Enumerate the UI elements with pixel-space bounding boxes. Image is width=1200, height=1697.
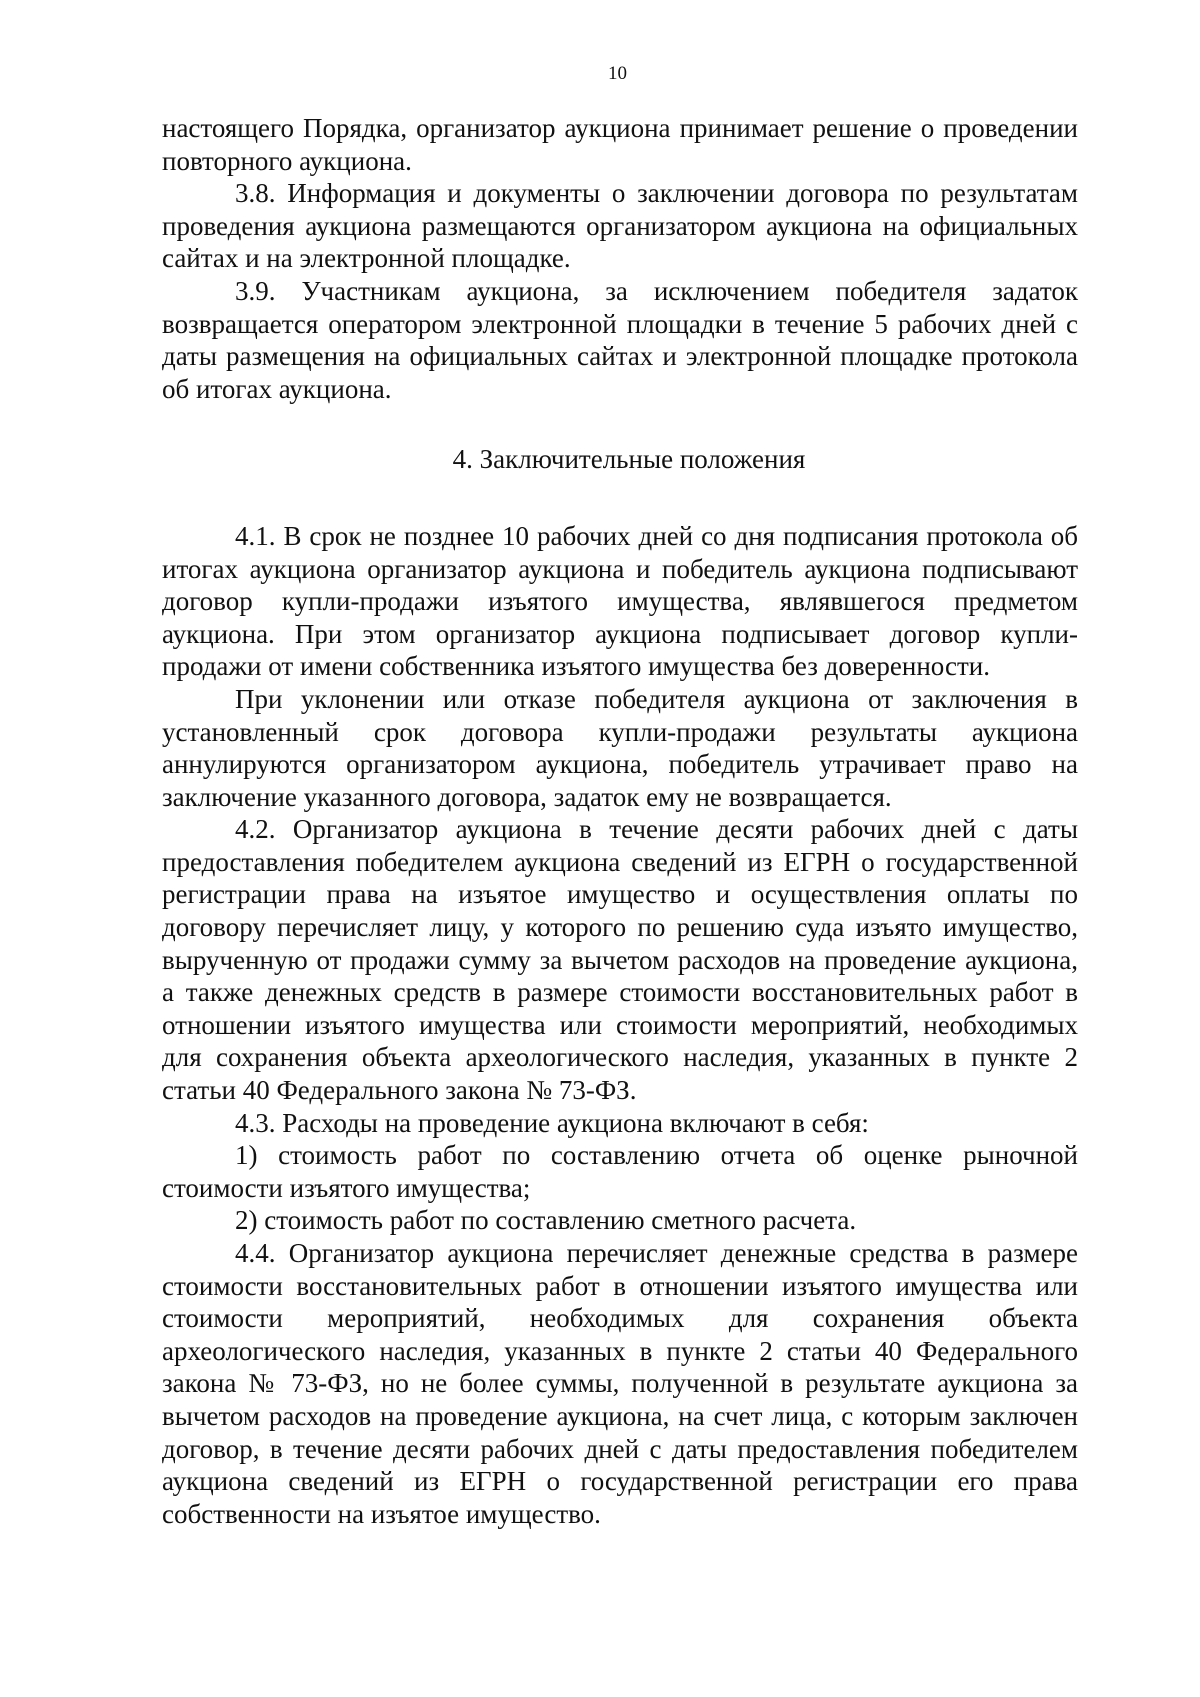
paragraph-4-1-refusal: При уклонении или отказе победителя аукциона от заключения в установленный срок договора купли-продажи результаты аукциона аннулируются организатором аукциона, победитель утрачивает право на заключение указанного договора, задаток ему не возвращается. [162, 683, 1078, 812]
list-item-2: 2) стоимость работ по составлению сметного расчета. [235, 1205, 857, 1236]
paragraph-3-8: 3.8. Информация и документы о заключении договора по результатам проведения аукциона размещаются организатором аукциона на официальных сайтах и на электронной площадке. [162, 178, 1078, 274]
paragraph-3-9: 3.9. Участникам аукциона, за исключением победителя задаток возвращается оператором электронной площадки в течение 5 рабочих дней с даты размещения на официальных сайтах и электронной площадке протокола об итогах аукциона. [162, 275, 1078, 404]
paragraph-4-2: 4.2. Организатор аукциона в течение десяти рабочих дней с даты предоставления победителем аукциона сведений из ЕГРН о государственной регистрации права на изъятое имущество и осуществления оплаты по договору перечисляет лицу, у которого по решению суда изъято имущество, вырученную от продажи сумму за вычетом расходов на проведение аукциона, а также денежных средств в размере стоимости восстановительных работ в отношении изъятого имущества или стоимости мероприятий, необходимых для сохранения объекта археологического наследия, указанных в пункте 2 статьи 40 Федерального закона № 73-ФЗ. [162, 814, 1078, 1106]
paragraph-4-4: 4.4. Организатор аукциона перечисляет денежные средства в размере стоимости восстановительных работ в отношении изъятого имущества или стоимости мероприятий, необходимых для сохранения объекта археологического наследия, указанных в пункте 2 статьи 40 Федерального закона № 73-ФЗ, но не более суммы, полученной в результате аукциона за вычетом расходов на проведение аукциона, на счет лица, с которым заключен договор, в течение десяти рабочих дней с даты предоставления победителем аукциона сведений из ЕГРН о государственной регистрации его права собственности на изъятое имущество. [162, 1238, 1078, 1529]
paragraph-4-1: 4.1. В срок не позднее 10 рабочих дней со дня подписания протокола об итогах аукциона организатор аукциона и победитель аукциона подписывают договор купли-продажи изъятого имущества, являвшегося предметом аукциона. При этом организатор аукциона подписывает договор купли-продажи от имени собственника изъятого имущества без доверенности. [162, 520, 1078, 682]
page-number: 10 [608, 63, 627, 84]
section-heading: 4. Заключительные положения [452, 444, 806, 475]
paragraph-4-3: 4.3. Расходы на проведение аукциона включают в себя: [235, 1107, 869, 1138]
document-body [162, 112, 1078, 1530]
list-item-1: 1) стоимость работ по составлению отчета об оценке рыночной стоимости изъятого имущества; [162, 1140, 1078, 1203]
paragraph-continuation: настоящего Порядка, организатор аукциона принимает решение о проведении повторного аукциона. [162, 113, 1078, 176]
